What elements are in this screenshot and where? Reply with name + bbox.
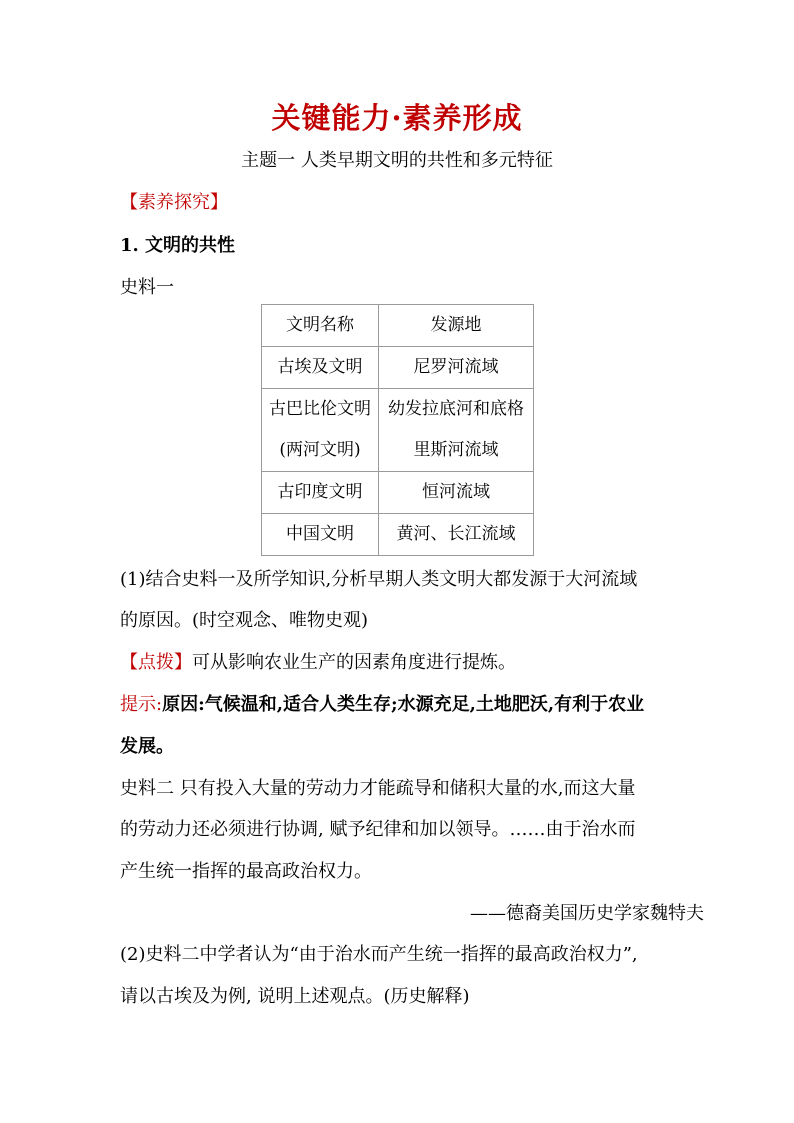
page-title: 关键能力·素养形成 xyxy=(271,101,523,135)
answer-paragraph xyxy=(120,690,644,716)
table-row xyxy=(262,472,534,514)
table-cell-origin: 恒河流域 xyxy=(379,472,534,514)
cell-line: 古巴比伦文明 xyxy=(269,399,371,419)
answer-line2: 发展。 xyxy=(120,736,174,757)
table-cell-origin xyxy=(379,389,534,472)
question2-line1: (2)史料二中学者认为“由于治水而产生统一指挥的最高政治权力”, xyxy=(120,944,638,965)
hint-tag: 【点拨】 xyxy=(120,652,192,673)
answer-label: 提示: xyxy=(120,694,163,715)
hint-paragraph xyxy=(120,648,516,674)
civilization-table xyxy=(261,304,534,556)
source2-attribution: ——德裔美国历史学家魏特夫 xyxy=(470,903,704,924)
table-cell-name xyxy=(262,389,379,472)
source2-line1: 史料二 只有投入大量的劳动力才能疏导和储积大量的水,而这大量 xyxy=(120,778,636,799)
table-cell-origin: 尼罗河流域 xyxy=(379,347,534,389)
table-cell-origin: 黄河、长江流域 xyxy=(379,514,534,556)
page-subtitle: 主题一 人类早期文明的共性和多元特征 xyxy=(241,150,553,171)
table-cell-name: 古埃及文明 xyxy=(262,347,379,389)
question1-line2: 的原因。(时空观念、唯物史观) xyxy=(120,610,369,631)
cell-line: (两河文明) xyxy=(279,440,361,460)
source2-line2: 的劳动力还必须进行协调, 赋予纪律和加以领导。……由于治水而 xyxy=(120,819,636,840)
hint-text: 可从影响农业生产的因素角度进行提炼。 xyxy=(192,652,516,673)
table-cell-name: 古印度文明 xyxy=(262,472,379,514)
answer-line1: 原因:气候温和,适合人类生存;水源充足,土地肥沃,有利于农业 xyxy=(162,694,645,715)
cell-line: 幼发拉底河和底格 xyxy=(388,399,524,419)
table-cell-name: 中国文明 xyxy=(262,514,379,556)
table-header-row xyxy=(262,305,534,347)
table-row xyxy=(262,514,534,556)
source1-label: 史料一 xyxy=(120,277,174,298)
table-row xyxy=(262,389,534,472)
table-row xyxy=(262,347,534,389)
section-tag: 【素养探究】 xyxy=(120,192,228,213)
table-header-cell: 文明名称 xyxy=(262,305,379,347)
question1-line1: (1)结合史料一及所学知识,分析早期人类文明大都发源于大河流域 xyxy=(120,569,638,590)
source2-line3: 产生统一指挥的最高政治权力。 xyxy=(120,861,372,882)
question2-line2: 请以古埃及为例, 说明上述观点。(历史解释) xyxy=(120,986,470,1007)
cell-line: 里斯河流域 xyxy=(413,440,499,460)
table-header-cell: 发源地 xyxy=(379,305,534,347)
section-heading: 1. 文明的共性 xyxy=(120,235,236,256)
